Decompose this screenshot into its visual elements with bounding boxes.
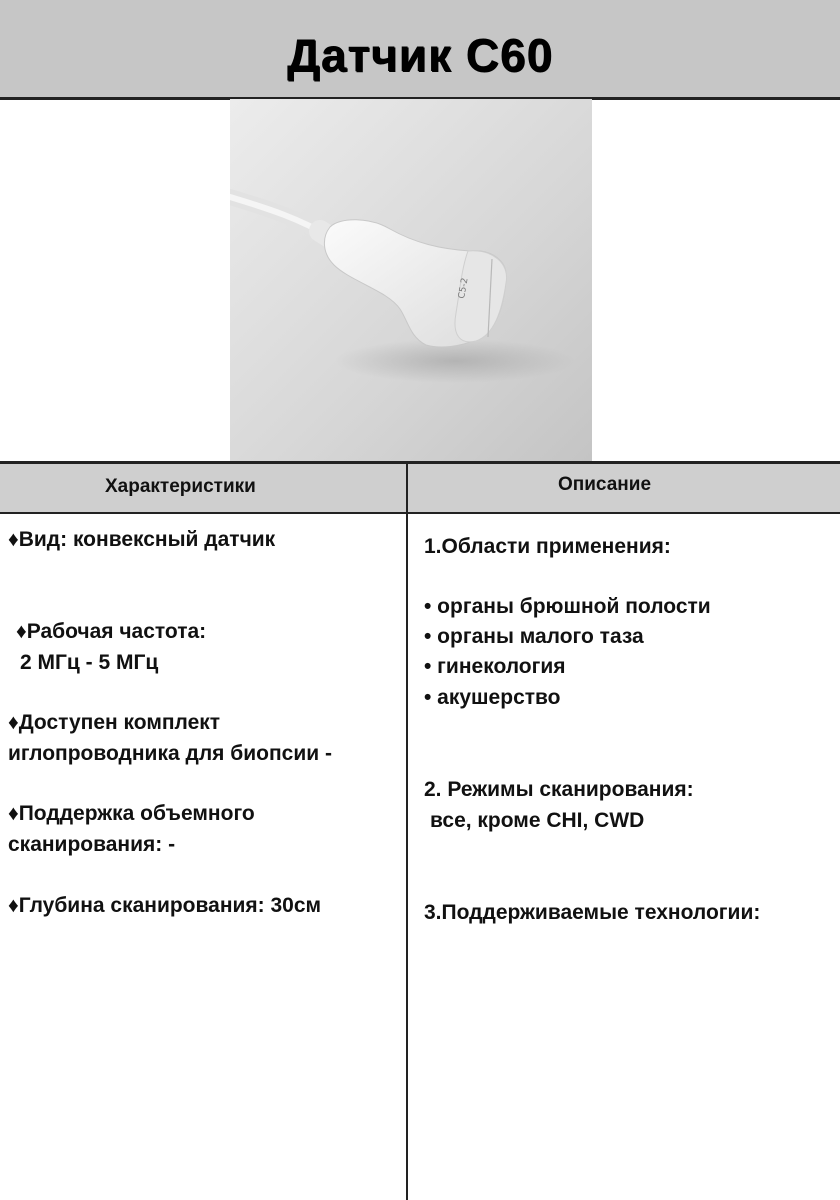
areas-title: 1.Области применения: (424, 535, 671, 558)
probe-model-label: C5-2 (457, 277, 471, 300)
spec-type: ♦Вид: конвексный датчик (8, 528, 276, 551)
modes-value: все, кроме CHI, CWD (430, 809, 645, 832)
spec-biopsy-line2: иглопроводника для биопсии - (8, 742, 332, 765)
area-item: • органы брюшной полости (424, 595, 711, 618)
column-header-description: Описание (558, 474, 652, 495)
spec-volume-line2: сканирования: - (8, 833, 176, 856)
technologies-title: 3.Поддерживаемые технологии: (424, 901, 761, 924)
column-divider (406, 463, 408, 1200)
spec-volume-line1: ♦Поддержка объемного (8, 802, 255, 825)
page-title: Датчик С60 (286, 29, 554, 81)
modes-title: 2. Режимы сканирования: (424, 778, 694, 801)
area-item: • органы малого таза (424, 625, 644, 648)
area-item: • гинекология (424, 655, 566, 678)
column-header-characteristics: Характеристики (105, 476, 256, 497)
table-header (0, 461, 840, 514)
spec-frequency-value: 2 МГц - 5 МГц (20, 651, 159, 674)
spec-biopsy-line1: ♦Доступен комплект (8, 711, 221, 734)
spec-frequency-label: ♦Рабочая частота: (16, 620, 207, 643)
spec-depth: ♦Глубина сканирования: 30см (8, 894, 322, 917)
header-bar (0, 0, 840, 100)
probe-photo (230, 99, 592, 461)
area-item: • акушерство (424, 686, 561, 709)
